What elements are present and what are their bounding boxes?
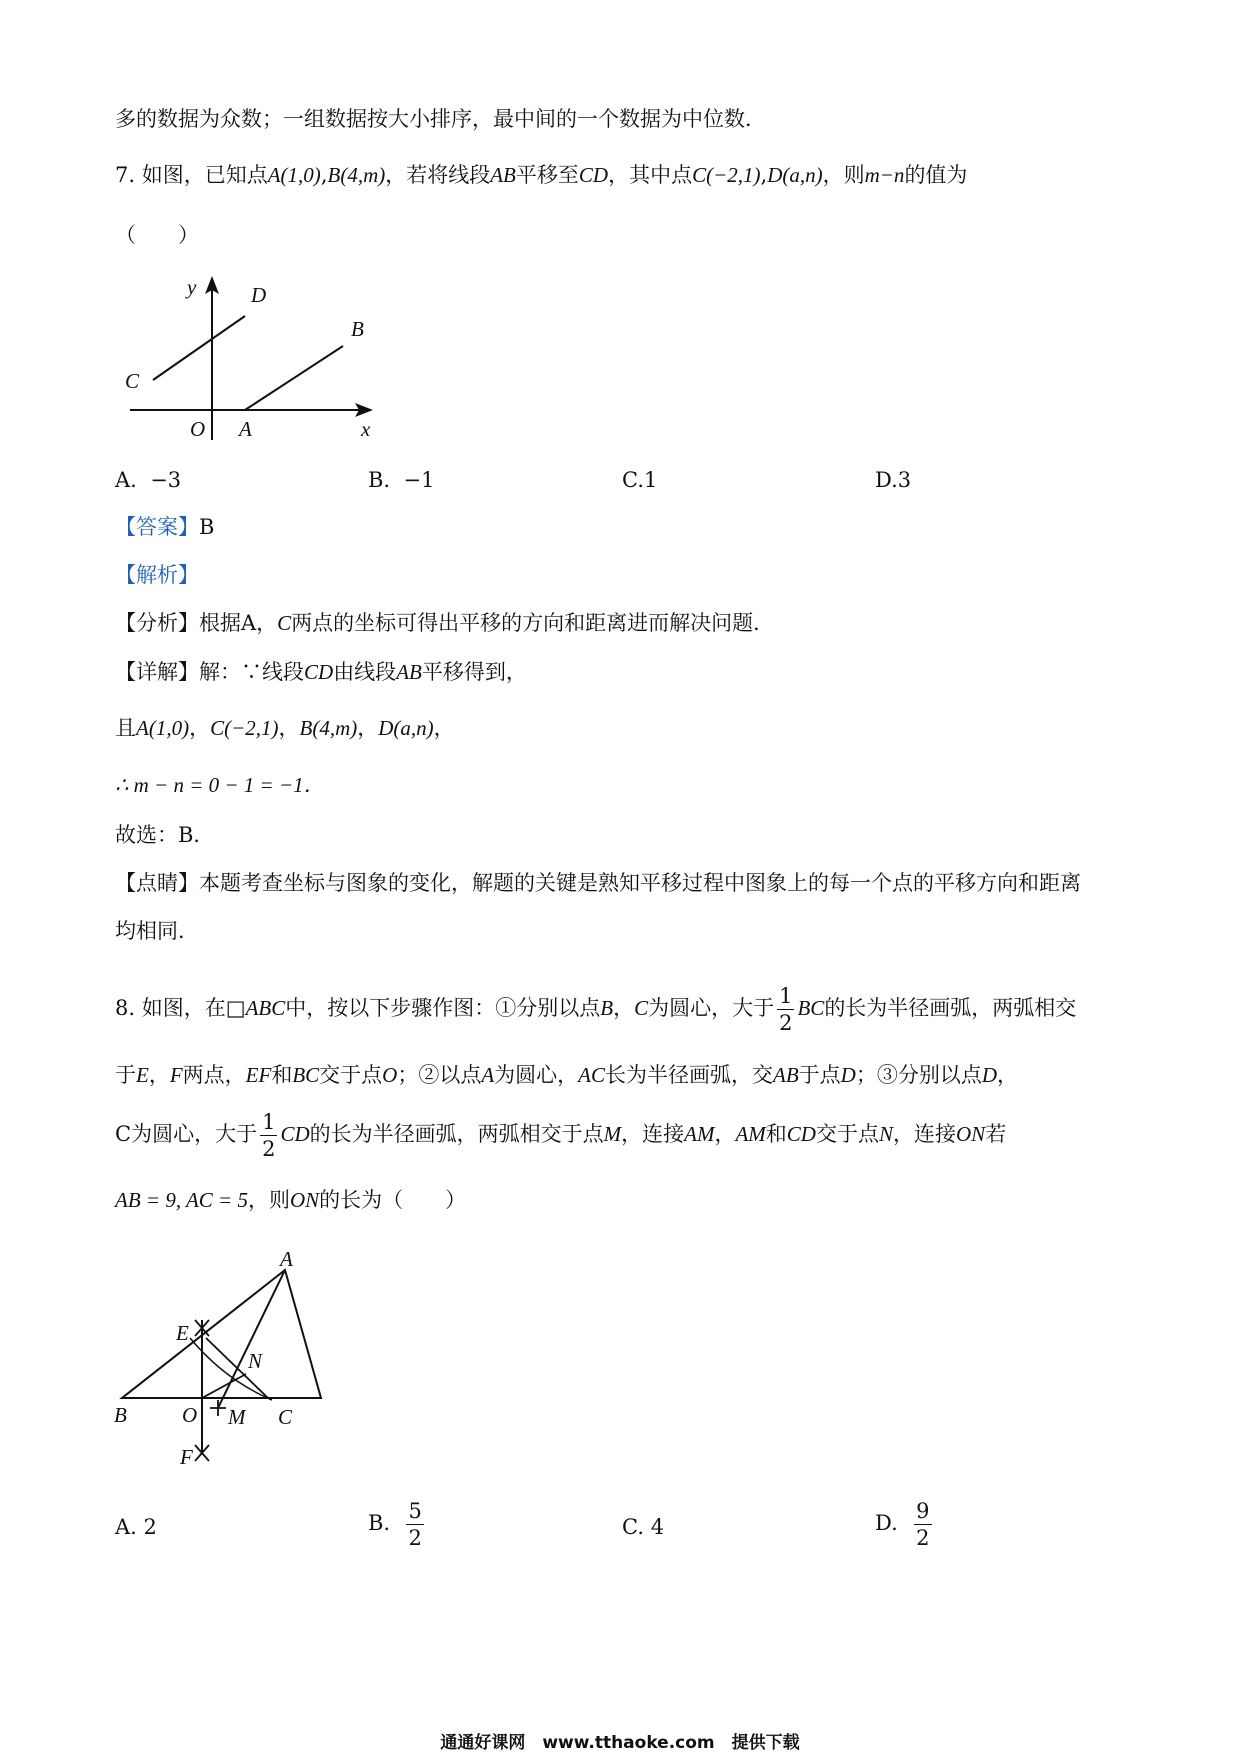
label-b: B: [351, 317, 364, 341]
label-c: C: [278, 1405, 293, 1429]
label-y: y: [187, 275, 197, 299]
segment-ab: [245, 346, 343, 410]
point-d: D(a,n): [767, 163, 823, 187]
q8-stem-line2: 于E，F两点，EF和BC交于点O；②以点A为圆心，AC长为半径画弧，交AB于点D；③分别以点D，: [115, 1063, 1018, 1087]
label-c: C: [125, 369, 140, 393]
triangle-abc: [122, 1270, 321, 1398]
q7-dianjing: 【点睛】本题考查坐标与图象的变化，解题的关键是熟知平移过程中图象上的每一个点的平移方向和距离: [115, 871, 1081, 895]
prev-explanation-tail: 多的数据为众数；一组数据按大小排序，最中间的一个数据为中位数．: [115, 107, 766, 131]
label-o: O: [182, 1403, 198, 1427]
label-o: O: [190, 417, 206, 441]
q8-number: 8.: [115, 996, 136, 1020]
answer-tag: 【答案】: [115, 515, 199, 539]
q7-analysis-tag: 【解析】: [115, 563, 199, 587]
q7-answer-paren: （ ）: [115, 223, 199, 247]
q8-option-d: D. $\frac{9}{2}$: [875, 1499, 930, 1550]
q7-answer: 【答案】B: [115, 515, 215, 539]
q7-option-d: D.3: [875, 468, 912, 492]
point-c: C(−2,1): [692, 163, 761, 187]
q7-xiangjie: 【详解】解：∵线段CD由线段AB平移得到，: [115, 660, 527, 684]
label-a: A: [280, 1250, 293, 1271]
label-a: A: [239, 417, 252, 441]
q7-given: 且A(1,0)，C(−2,1)，B(4,m)，D(a,n)，: [115, 716, 455, 740]
q8-option-c: C. 4: [622, 1515, 665, 1539]
q8-option-a: A. 2: [115, 1515, 157, 1539]
segment-am: [218, 1270, 285, 1408]
page-footer: 通通好课网 www.tthaoke.com 提供下载: [440, 1733, 800, 1753]
label-f: F: [180, 1445, 193, 1469]
fraction-one-half: $\frac{1}{2}$: [779, 984, 793, 1035]
label-m: M: [228, 1405, 246, 1429]
q7-choose: 故选：B．: [115, 823, 215, 847]
label-b: B: [114, 1403, 127, 1427]
q7-fenxi: 【分析】根据A，C两点的坐标可得出平移的方向和距离进而解决问题．: [115, 611, 775, 635]
fraction-five-halves: $\frac{5}{2}$: [408, 1499, 422, 1550]
label-x: x: [361, 417, 371, 441]
q7-dianjing-cont: 均相同．: [115, 919, 199, 943]
label-e: E: [176, 1321, 189, 1345]
q8-stem-line1: 8. 如图，在□ABC中，按以下步骤作图：①分别以点B，C为圆心，大于 $\frac{1}{2}$ BC的长为半径画弧，两弧相交: [115, 984, 1077, 1035]
q7-option-c: C.1: [622, 468, 658, 492]
q7-coordinate-figure: [115, 270, 395, 445]
label-d: D: [251, 283, 267, 307]
q7-stem: 7. 如图，已知点A(1,0),B(4,m)，若将线段AB平移至CD，其中点C(−2,1),D(a,n)，则m−n的值为: [115, 163, 968, 187]
q8-triangle-figure: [110, 1250, 350, 1480]
q8-stem-line4: AB = 9, AC = 5，则ON的长为（ ）: [115, 1188, 467, 1212]
q7-number: 7.: [115, 163, 136, 187]
q7-option-a: A. −3: [115, 468, 182, 492]
segment-cd: [153, 316, 245, 380]
label-n: N: [248, 1349, 263, 1373]
q7-option-b: B. −1: [368, 468, 435, 492]
point-b: B(4,m): [327, 163, 386, 187]
q8-option-b: B. $\frac{5}{2}$: [368, 1499, 422, 1550]
q7-calc: ∴ m − n = 0 − 1 = −1．: [115, 773, 325, 797]
fraction-nine-halves: $\frac{9}{2}$: [916, 1499, 930, 1550]
q8-stem-line3: C为圆心，大于 $\frac{1}{2}$ CD的长为半径画弧，两弧相交于点M，连接AM，AM和CD交于点N，连接ON若: [115, 1110, 1007, 1161]
point-a: A(1,0): [267, 163, 321, 187]
fraction-one-half: $\frac{1}{2}$: [262, 1110, 276, 1161]
cross-mark-m: [210, 1400, 226, 1416]
